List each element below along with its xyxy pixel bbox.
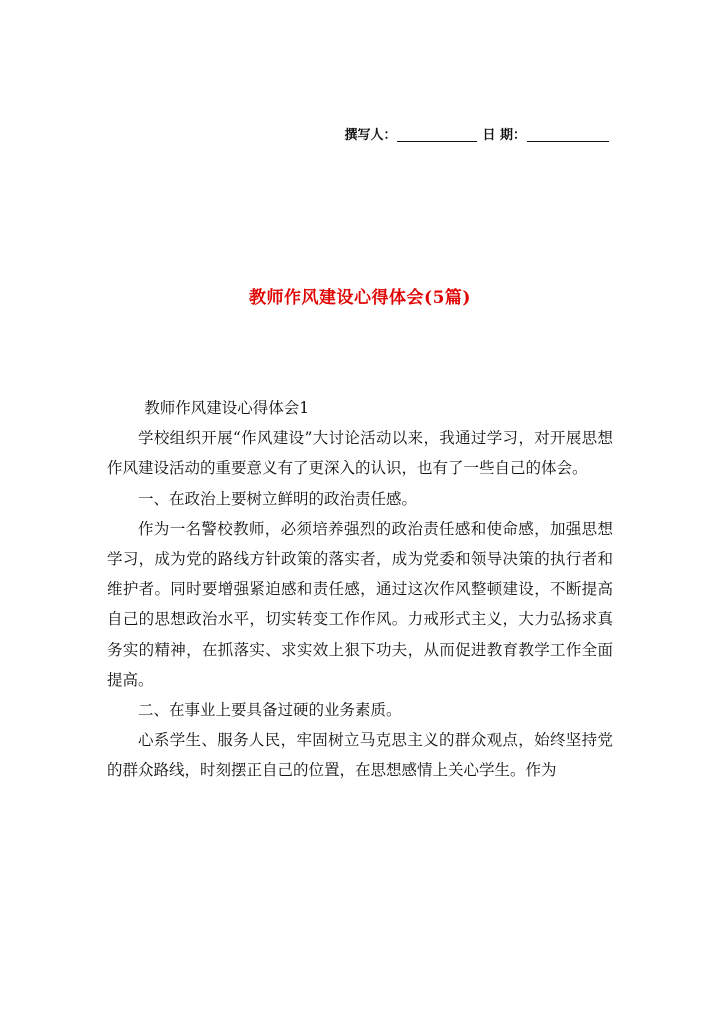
paragraph: 学校组织开展“作风建设”大讨论活动以来，我通过学习，对开展思想作风建设活动的重要意义有了更深入的认识，也有了一些自己的体会。 — [107, 429, 613, 478]
paragraph: 二、在事业上要具备过硬的业务素质。 — [138, 701, 402, 720]
date-blank-field[interactable] — [527, 127, 609, 142]
date-label: 日 期： — [482, 128, 526, 143]
section-title: 教师作风建设心得体会1 — [144, 399, 310, 417]
author-blank-field[interactable] — [397, 127, 477, 142]
author-label: 撰写人： — [344, 128, 397, 143]
paragraph: 作为一名警校教师，必须培养强烈的政治责任感和使命感，加强思想学习，成为党的路线方针政策的落实者，成为党委和领导决策的执行者和维护者。同时要增强紧迫感和责任感，通过这次作风整顿建设，不断提高自己的思想政治水平，切实转变工作作风。力戒形式主义，大力弘扬求真务实的精神，在抓落实、求实效上狠下功夫，从而促进教育教学工作全面提高。 — [107, 519, 613, 689]
document-body — [107, 393, 613, 786]
paragraph: 心系学生、服务人民，牢固树立马克思主义的群众观点，始终坚持党的群众路线，时刻摆正自己的位置，在思想感情上关心学生。作为 — [107, 731, 613, 780]
paragraph: 一、在政治上要树立鲜明的政治责任感。 — [138, 489, 418, 508]
author-date-line — [344, 124, 612, 143]
document-title: 教师作风建设心得体会(5篇) — [249, 288, 471, 308]
